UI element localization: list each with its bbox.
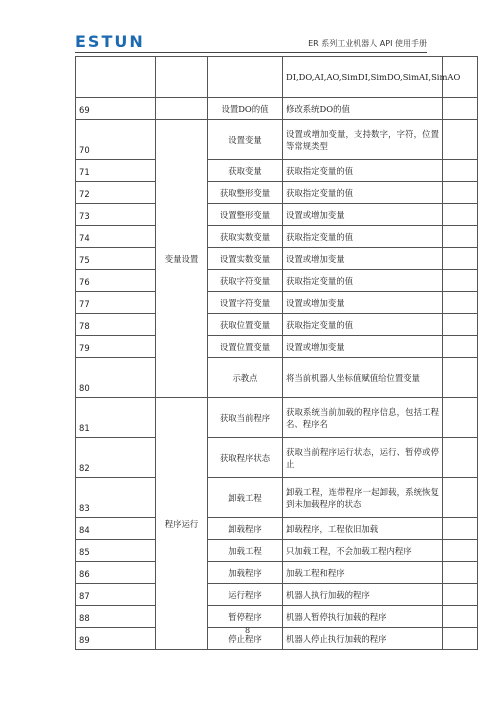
row-number: 81 — [76, 398, 156, 438]
table-row — [76, 314, 478, 336]
remark-cell — [443, 292, 478, 314]
table-row — [76, 182, 478, 204]
row-number: 85 — [76, 540, 156, 562]
function-cell: 获取变量 — [208, 160, 283, 182]
row-number: 69 — [76, 98, 156, 120]
table-row — [76, 336, 478, 358]
function-cell: 加载工程 — [208, 540, 283, 562]
description-cell: 修改系统DO的值 — [283, 98, 443, 120]
row-number: 84 — [76, 518, 156, 540]
description-cell: 卸载工程，连带程序一起卸载，系统恢复到未加载程序的状态 — [283, 478, 443, 518]
description-cell: 加载工程和程序 — [283, 562, 443, 584]
table-row — [76, 248, 478, 270]
remark-cell — [443, 120, 478, 160]
function-cell: 设置DO的值 — [208, 98, 283, 120]
row-number: 80 — [76, 358, 156, 398]
remark-cell — [443, 182, 478, 204]
function-cell: 卸载程序 — [208, 518, 283, 540]
remark-cell — [443, 160, 478, 182]
table-row — [76, 270, 478, 292]
category-cell — [156, 98, 208, 120]
table-row — [76, 518, 478, 540]
remark-cell — [443, 226, 478, 248]
table-row — [76, 292, 478, 314]
function-cell: 获取位置变量 — [208, 314, 283, 336]
function-cell: 获取当前程序 — [208, 398, 283, 438]
function-cell: 示教点 — [208, 358, 283, 398]
remark-cell — [443, 562, 478, 584]
table-row — [76, 358, 478, 398]
description-cell: 机器人暂停执行加载的程序 — [283, 606, 443, 628]
description-cell: 将当前机器人坐标值赋值给位置变量 — [283, 358, 443, 398]
remark-cell — [443, 628, 478, 650]
description-cell: 设置或增加变量，支持数字，字符，位置等常规类型 — [283, 120, 443, 160]
row-number: 88 — [76, 606, 156, 628]
function-cell: 设置变量 — [208, 120, 283, 160]
table-row — [76, 204, 478, 226]
row-number: 82 — [76, 438, 156, 478]
function-cell: 设置位置变量 — [208, 336, 283, 358]
header-divider — [75, 52, 427, 53]
table-row — [76, 628, 478, 650]
remark-cell — [443, 270, 478, 292]
remark-cell — [443, 204, 478, 226]
function-cell: 获取整形变量 — [208, 182, 283, 204]
api-table — [75, 56, 478, 650]
function-cell: 获取程序状态 — [208, 438, 283, 478]
function-cell: 暂停程序 — [208, 606, 283, 628]
description-cell: 机器人执行加载的程序 — [283, 584, 443, 606]
description-cell: 获取系统当前加载的程序信息，包括工程名、程序名 — [283, 398, 443, 438]
remark-cell — [443, 518, 478, 540]
description-cell: 设置或增加变量 — [283, 336, 443, 358]
header-title: ER 系列工业机器人 API 使用手册 — [308, 39, 427, 48]
row-number — [76, 57, 156, 98]
remark-cell — [443, 398, 478, 438]
category-cell — [156, 57, 208, 98]
row-number: 75 — [76, 248, 156, 270]
page-number: 8 — [245, 626, 251, 635]
table-row — [76, 57, 478, 98]
description-cell: 设置或增加变量 — [283, 248, 443, 270]
table-row — [76, 584, 478, 606]
remark-cell — [443, 540, 478, 562]
description-cell: DI,DO,AI,AO,SimDI,SimDO,SimAI,SimAO — [283, 57, 443, 98]
row-number: 87 — [76, 584, 156, 606]
function-cell: 设置实数变量 — [208, 248, 283, 270]
row-number: 74 — [76, 226, 156, 248]
row-number: 83 — [76, 478, 156, 518]
description-cell: 设置或增加变量 — [283, 292, 443, 314]
remark-cell — [443, 314, 478, 336]
remark-cell — [443, 584, 478, 606]
table-row — [76, 606, 478, 628]
row-number: 78 — [76, 314, 156, 336]
remark-cell — [443, 606, 478, 628]
remark-cell — [443, 358, 478, 398]
description-cell: 获取当前程序运行状态，运行、暂停或停止 — [283, 438, 443, 478]
remark-cell — [443, 336, 478, 358]
description-cell: 获取指定变量的值 — [283, 314, 443, 336]
description-cell: 只加载工程，不会加载工程内程序 — [283, 540, 443, 562]
row-number: 71 — [76, 160, 156, 182]
function-cell: 停止程序 — [208, 628, 283, 650]
row-number: 89 — [76, 628, 156, 650]
remark-cell — [443, 248, 478, 270]
table-row — [76, 98, 478, 120]
row-number: 70 — [76, 120, 156, 160]
table-row — [76, 540, 478, 562]
category-variable-settings: 变量设置 — [156, 120, 208, 398]
remark-cell — [443, 438, 478, 478]
table-row — [76, 226, 478, 248]
table-row — [76, 562, 478, 584]
row-number: 72 — [76, 182, 156, 204]
function-cell: 加载程序 — [208, 562, 283, 584]
function-cell — [208, 57, 283, 98]
table-row — [76, 120, 478, 160]
description-cell: 获取指定变量的值 — [283, 270, 443, 292]
function-cell: 获取实数变量 — [208, 226, 283, 248]
row-number: 73 — [76, 204, 156, 226]
table-row — [76, 398, 478, 438]
function-cell: 设置整形变量 — [208, 204, 283, 226]
table-row — [76, 160, 478, 182]
row-number: 76 — [76, 270, 156, 292]
category-program-run: 程序运行 — [156, 398, 208, 650]
function-cell: 设置字符变量 — [208, 292, 283, 314]
row-number: 86 — [76, 562, 156, 584]
description-cell: 卸载程序，工程依旧加载 — [283, 518, 443, 540]
description-cell: 设置或增加变量 — [283, 204, 443, 226]
remark-cell — [443, 478, 478, 518]
function-cell: 获取字符变量 — [208, 270, 283, 292]
description-cell: 获取指定变量的值 — [283, 160, 443, 182]
description-cell: 获取指定变量的值 — [283, 182, 443, 204]
function-cell: 卸载工程 — [208, 478, 283, 518]
estun-logo: ESTUN — [75, 32, 145, 51]
table-row — [76, 478, 478, 518]
function-cell: 运行程序 — [208, 584, 283, 606]
description-cell: 获取指定变量的值 — [283, 226, 443, 248]
row-number: 77 — [76, 292, 156, 314]
description-cell: 机器人停止执行加载的程序 — [283, 628, 443, 650]
table-row — [76, 438, 478, 478]
remark-cell — [443, 98, 478, 120]
row-number: 79 — [76, 336, 156, 358]
